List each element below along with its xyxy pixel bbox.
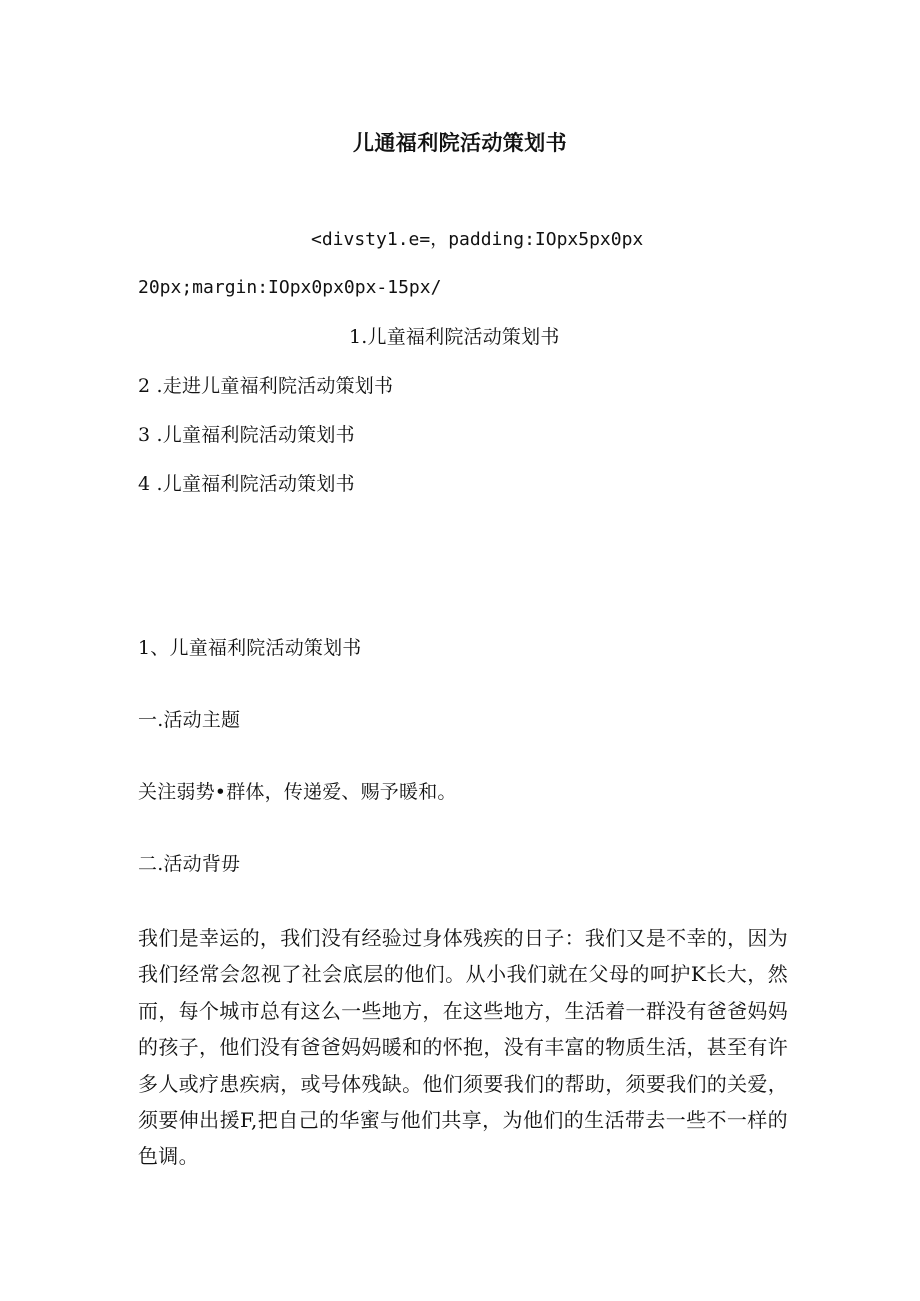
code-line-1: <divsty1.e=，padding:IOpx5px0px <box>311 229 644 250</box>
heading-activity-background: 二.活动背毋 <box>138 853 241 875</box>
toc-item-3: 3 .儿童福利院活动策划书 <box>138 424 355 446</box>
toc-item-4: 4 .儿童福利院活动策划书 <box>138 473 355 495</box>
background-paragraph: 我们是幸运的，我们没有经验过身体残疾的日子：我们又是不幸的，因为我们经常会忽视了社会底层的他们。从小我们就在父母的呵护K长大，然而，每个城市总有这么一些地方，在这些地方，生活着一群没有爸爸妈妈的孩子，他们没有爸爸妈妈暖和的怀抱，没有丰富的物质生活，甚至有许多人或疗患疾病，或号体残缺。他们须要我们的帮助，须要我们的关爱，须要伸出援F,把自己的华蜜与他们共享，为他们的生活带去一些不一样的色调。 <box>138 926 788 1169</box>
section-heading: 1、儿童福利院活动策划书 <box>138 637 362 659</box>
code-line-2: 20px;margin:IOpx0px0px-15px/ <box>138 277 442 298</box>
theme-text: 关注弱势•群体，传递爱、赐予暖和。 <box>138 781 457 803</box>
toc-item-1: 1.儿童福利院活动策划书 <box>349 326 560 348</box>
toc-item-2: 2 .走进儿童福利院活动策划书 <box>138 375 394 397</box>
document-title: 儿通福利院活动策划书 <box>353 131 567 155</box>
heading-activity-theme: 一.活动主题 <box>138 709 241 731</box>
